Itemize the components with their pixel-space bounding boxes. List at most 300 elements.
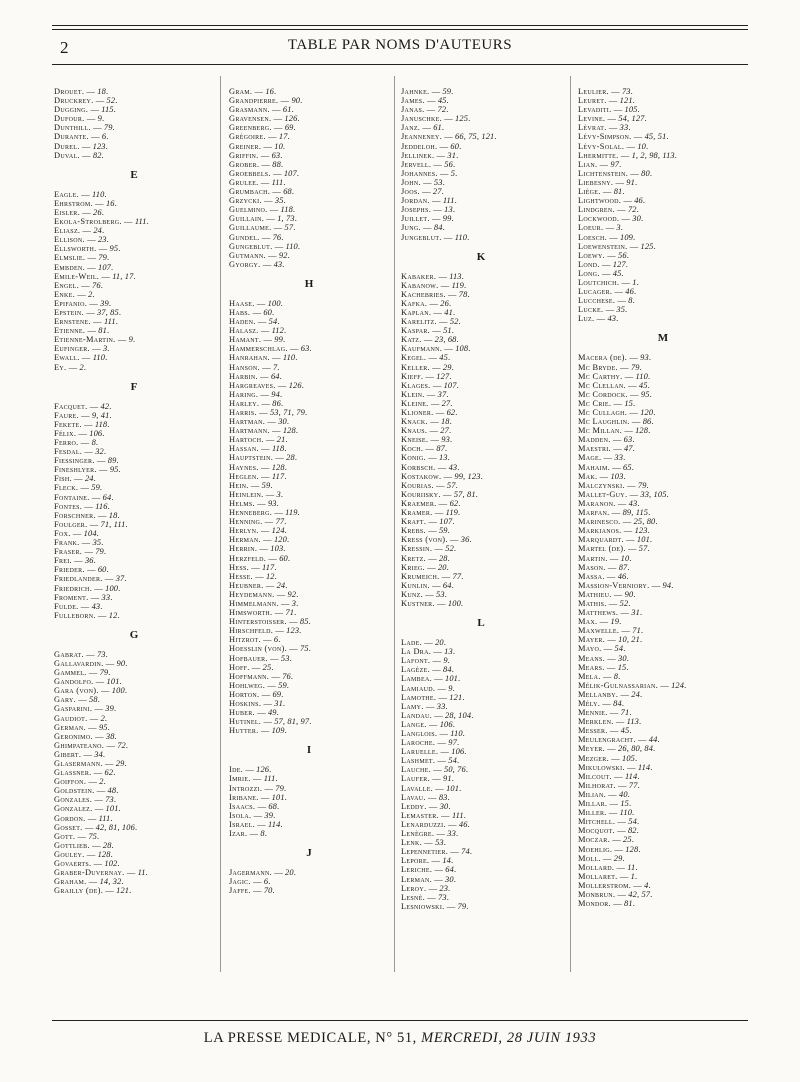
index-entry bbox=[578, 544, 748, 553]
index-entry bbox=[229, 123, 389, 132]
author-name: Kouriisky. bbox=[401, 489, 441, 499]
page-refs: 31 bbox=[274, 699, 283, 708]
author-name: Mollaret. bbox=[578, 871, 618, 881]
entry-period: . bbox=[118, 465, 121, 475]
page-refs: 79 bbox=[275, 783, 284, 793]
entry-dash: — bbox=[95, 510, 109, 520]
index-entry bbox=[229, 535, 389, 544]
entry-dash: — bbox=[601, 453, 615, 463]
author-name: Mc Clellan. bbox=[578, 380, 626, 390]
author-name: Lepennetier. bbox=[401, 847, 449, 857]
index-entry bbox=[54, 272, 214, 281]
index-entry bbox=[578, 223, 748, 232]
index-entry bbox=[578, 296, 748, 305]
author-name: Marquardt. bbox=[578, 535, 624, 545]
entry-period: . bbox=[452, 719, 455, 729]
entry-period: . bbox=[107, 722, 110, 732]
index-column-4 bbox=[578, 87, 748, 908]
author-name: Lesniowski. bbox=[401, 901, 445, 911]
index-entry bbox=[401, 132, 561, 141]
index-entry bbox=[401, 572, 561, 581]
author-name: Hammerschlag. bbox=[229, 344, 288, 354]
index-entry bbox=[578, 872, 748, 881]
author-name: Moehlig. bbox=[578, 844, 613, 854]
entry-period: . bbox=[441, 123, 445, 133]
index-entry bbox=[54, 602, 214, 611]
index-entry bbox=[578, 417, 748, 426]
index-entry bbox=[229, 105, 389, 114]
page-refs: 76 bbox=[92, 280, 101, 290]
entry-period: . bbox=[461, 271, 464, 281]
page-refs: 53, 71, 79 bbox=[269, 408, 305, 417]
index-entry bbox=[54, 650, 214, 659]
index-entry bbox=[54, 677, 214, 686]
entry-period: . bbox=[452, 683, 455, 693]
page-refs: 110 bbox=[454, 232, 468, 242]
index-entry bbox=[578, 799, 748, 808]
author-name: Ellison. bbox=[54, 235, 85, 245]
index-entry bbox=[54, 253, 214, 262]
entry-period: . bbox=[296, 168, 300, 178]
page-refs: 16 bbox=[265, 87, 275, 96]
entry-dash: — bbox=[96, 244, 110, 254]
entry-period: . bbox=[467, 289, 470, 299]
entry-dash: — bbox=[605, 562, 619, 572]
entry-dash: — bbox=[599, 259, 613, 269]
page-refs: 107 bbox=[443, 380, 457, 390]
page-refs: 71 bbox=[285, 608, 295, 618]
page-refs: 66, 75, 121 bbox=[455, 132, 495, 142]
index-entry bbox=[229, 802, 389, 811]
author-name: Geronimo. bbox=[54, 731, 93, 741]
author-name: Drouet. bbox=[54, 87, 85, 96]
entry-dash: — bbox=[250, 307, 264, 317]
page-refs: 9 bbox=[443, 656, 448, 666]
index-entry bbox=[54, 402, 214, 411]
entry-dash: — bbox=[597, 617, 611, 627]
author-name: James. bbox=[401, 96, 425, 106]
author-name: Loutchich. bbox=[578, 277, 620, 287]
page-refs: 24 bbox=[631, 689, 640, 699]
author-name: Milhorat. bbox=[578, 780, 616, 790]
page-refs: 65 bbox=[623, 462, 632, 472]
entry-dash: — bbox=[263, 489, 277, 499]
page-refs: 9, 41 bbox=[91, 410, 110, 420]
page-refs: 27 bbox=[441, 398, 451, 408]
entry-dash: — bbox=[604, 571, 618, 581]
author-name: Guillain. bbox=[229, 214, 265, 224]
index-entry bbox=[229, 205, 389, 214]
index-entry bbox=[229, 233, 389, 242]
entry-dash: — bbox=[605, 789, 619, 799]
page-refs: 7 bbox=[272, 362, 278, 372]
page-refs: 95 bbox=[109, 465, 119, 475]
entry-dash: — bbox=[259, 398, 273, 408]
entry-dash: — bbox=[267, 653, 281, 663]
entry-period: . bbox=[448, 883, 451, 893]
page-refs: 1, 73 bbox=[277, 214, 295, 224]
entry-dash: — bbox=[615, 780, 629, 790]
index-entry bbox=[578, 499, 748, 508]
entry-dash: — bbox=[606, 123, 620, 133]
entry-period: . bbox=[456, 150, 459, 160]
page-refs: 103 bbox=[610, 471, 624, 481]
entry-period: . bbox=[273, 810, 276, 820]
author-name: Janas. bbox=[401, 105, 425, 115]
section-letter: L bbox=[477, 617, 485, 630]
entry-dash: — bbox=[597, 471, 611, 481]
entry-dash: — bbox=[98, 686, 112, 696]
page-refs: 62 bbox=[104, 768, 114, 778]
author-name: Gouley. bbox=[54, 849, 85, 859]
author-name: Kretz. bbox=[401, 553, 426, 563]
author-name: Jellinek. bbox=[401, 150, 435, 160]
entry-dash: — bbox=[258, 389, 272, 399]
entry-period: . bbox=[456, 756, 460, 766]
entry-dash: — bbox=[82, 501, 96, 511]
index-entry bbox=[54, 190, 214, 199]
page-refs: 18 bbox=[440, 417, 450, 427]
index-entry bbox=[54, 456, 214, 465]
entry-dash: — bbox=[442, 132, 456, 142]
page-refs: 82 bbox=[627, 826, 637, 836]
entry-dash: — bbox=[601, 644, 615, 654]
author-name: Levine. bbox=[578, 114, 606, 124]
page-refs: 103 bbox=[270, 544, 284, 554]
index-entry bbox=[401, 233, 561, 242]
index-entry bbox=[54, 574, 214, 583]
entry-dash: — bbox=[436, 271, 450, 281]
page-refs: 59 bbox=[438, 526, 448, 536]
entry-dash: — bbox=[258, 792, 272, 802]
entry-dash: — bbox=[86, 668, 100, 678]
author-name: Hitzrot. bbox=[229, 635, 261, 645]
page-refs: 54 bbox=[628, 817, 637, 827]
author-name: Levaditi. bbox=[578, 105, 612, 115]
index-entry bbox=[401, 463, 561, 472]
page-refs: 124 bbox=[271, 526, 285, 536]
index-entry bbox=[229, 435, 389, 444]
page-refs: 56 bbox=[618, 250, 627, 260]
page-refs: 23 bbox=[439, 883, 449, 893]
entry-period: . bbox=[117, 510, 120, 520]
index-entry bbox=[401, 372, 561, 381]
index-entry bbox=[578, 790, 748, 799]
index-column-2 bbox=[229, 87, 389, 895]
index-entry bbox=[54, 529, 214, 538]
entry-dash: — bbox=[265, 680, 279, 690]
entry-dash: — bbox=[433, 408, 447, 417]
page-refs: 100 bbox=[105, 583, 119, 593]
index-entry bbox=[401, 435, 561, 444]
entry-period: . bbox=[110, 592, 113, 602]
entry-dash: — bbox=[433, 480, 447, 490]
entry-period: . bbox=[105, 141, 108, 151]
author-name: Hartoch. bbox=[229, 435, 264, 445]
index-entry bbox=[229, 178, 389, 187]
author-name: Mage. bbox=[578, 453, 602, 463]
author-name: Mennie. bbox=[578, 708, 608, 718]
page-refs: 95 bbox=[109, 244, 119, 254]
entry-dash: — bbox=[78, 438, 92, 447]
author-name: Mc Millan. bbox=[578, 426, 623, 436]
page-refs: 44 bbox=[648, 735, 658, 745]
page-refs: 43 bbox=[91, 601, 101, 611]
index-entry bbox=[578, 205, 748, 214]
entry-dash: — bbox=[603, 305, 617, 315]
index-entry bbox=[54, 465, 214, 474]
author-name: Maranon. bbox=[578, 498, 616, 508]
index-entry bbox=[54, 308, 214, 317]
page-refs: 107 bbox=[283, 168, 297, 178]
page-refs: 33 bbox=[436, 701, 446, 711]
entry-period: . bbox=[646, 141, 649, 151]
page-refs: 57, 81, 97 bbox=[274, 717, 310, 727]
index-entry bbox=[401, 196, 561, 205]
entry-dash: — bbox=[83, 307, 97, 317]
index-entry bbox=[401, 581, 561, 590]
entry-dash: — bbox=[620, 517, 634, 527]
index-entry bbox=[401, 865, 561, 874]
page-refs: 71 bbox=[620, 708, 630, 718]
entry-period: . bbox=[278, 635, 281, 645]
index-entry bbox=[401, 123, 561, 132]
page-refs: 20 bbox=[437, 562, 447, 572]
page-refs: 105 bbox=[622, 753, 636, 763]
entry-period: . bbox=[636, 205, 639, 215]
entry-dash: — bbox=[445, 819, 459, 829]
entry-period: . bbox=[684, 680, 687, 690]
index-entry bbox=[578, 305, 748, 314]
entry-period: . bbox=[459, 141, 462, 151]
index-entry bbox=[54, 226, 214, 235]
entry-period: . bbox=[101, 538, 104, 548]
entry-dash: — bbox=[442, 344, 456, 354]
entry-dash: — bbox=[426, 353, 440, 363]
index-entry bbox=[54, 786, 214, 795]
index-entry bbox=[229, 317, 389, 326]
author-name: Martel (de). bbox=[578, 544, 626, 554]
entry-period: . bbox=[451, 362, 454, 372]
index-entry bbox=[229, 308, 389, 317]
entry-period: . bbox=[628, 598, 631, 608]
entry-dash: — bbox=[430, 380, 444, 390]
entry-dash: — bbox=[432, 865, 446, 875]
entry-dash: — bbox=[606, 96, 620, 106]
index-entry bbox=[401, 490, 561, 499]
author-name: Elmslie. bbox=[54, 253, 86, 263]
author-name: Huber. bbox=[229, 708, 255, 718]
index-entry bbox=[401, 299, 561, 308]
index-entry bbox=[229, 681, 389, 690]
entry-dash: — bbox=[82, 822, 96, 832]
page-refs: 118 bbox=[271, 444, 285, 454]
entry-dash: — bbox=[624, 141, 638, 151]
entry-dash: — bbox=[613, 177, 627, 187]
entry-period: . bbox=[621, 699, 625, 708]
page-refs: 101 bbox=[445, 674, 459, 684]
page-refs: 101 bbox=[636, 535, 650, 545]
author-name: Izar. bbox=[229, 829, 248, 839]
section-letter: E bbox=[130, 168, 138, 181]
entry-period: . bbox=[453, 544, 457, 554]
index-entry bbox=[401, 408, 561, 417]
author-name: Heubner. bbox=[229, 580, 264, 590]
entry-period: . bbox=[653, 241, 656, 251]
entry-dash: — bbox=[607, 708, 621, 718]
page-refs: 10 bbox=[274, 141, 283, 151]
footer-date: MERCREDI, 28 JUIN 1933 bbox=[421, 1030, 597, 1046]
author-name: Marfan. bbox=[578, 508, 610, 518]
index-entry bbox=[578, 399, 748, 408]
page-refs: 32 bbox=[95, 447, 104, 457]
index-entry bbox=[54, 447, 214, 456]
page-refs: 77 bbox=[275, 517, 285, 527]
author-name: Mayo. bbox=[578, 644, 602, 654]
index-entry bbox=[401, 353, 561, 362]
index-entry bbox=[578, 808, 748, 817]
author-name: Duval. bbox=[54, 150, 80, 160]
entry-dash: — bbox=[609, 462, 623, 472]
entry-period: . bbox=[274, 87, 277, 96]
author-name: Jahnke. bbox=[401, 87, 430, 96]
page-refs: 59 bbox=[442, 87, 452, 96]
page-refs: 106 bbox=[451, 747, 465, 757]
entry-dash: — bbox=[84, 849, 98, 859]
author-name: Jordan. bbox=[401, 196, 430, 206]
entry-dash: — bbox=[606, 598, 620, 608]
entry-dash: — bbox=[426, 883, 440, 893]
entry-period: . bbox=[289, 653, 292, 663]
index-entry bbox=[229, 214, 389, 223]
index-entry bbox=[229, 353, 389, 362]
index-entry bbox=[401, 756, 561, 765]
author-name: Hirschfeld. bbox=[229, 626, 274, 636]
page-refs: 84 bbox=[443, 665, 452, 675]
index-entry bbox=[401, 784, 561, 793]
entry-period: . bbox=[280, 159, 284, 169]
entry-dash: — bbox=[421, 335, 435, 345]
page-refs: 26 bbox=[93, 207, 102, 217]
author-name: Isola. bbox=[229, 810, 252, 820]
author-name: Fulleborn. bbox=[54, 610, 96, 620]
author-name: Gary. bbox=[54, 695, 76, 705]
entry-dash: — bbox=[270, 187, 284, 197]
page-refs: 88 bbox=[272, 159, 281, 169]
page-refs: 45 bbox=[437, 96, 447, 106]
index-entry bbox=[401, 856, 561, 865]
author-name: Lambea. bbox=[401, 674, 432, 684]
author-name: Fineshlyer. bbox=[54, 465, 97, 475]
index-entry bbox=[578, 772, 748, 781]
entry-period: . bbox=[648, 880, 651, 890]
index-entry bbox=[578, 717, 748, 726]
page-refs: 6 bbox=[263, 877, 269, 887]
index-entry bbox=[229, 581, 389, 590]
entry-period: . bbox=[287, 250, 290, 260]
entry-period: . bbox=[277, 362, 280, 372]
author-name: Klein. bbox=[401, 389, 425, 399]
author-name: Grégoire. bbox=[229, 132, 266, 142]
index-entry bbox=[229, 363, 389, 372]
index-entry bbox=[229, 453, 389, 462]
entry-dash: — bbox=[255, 819, 269, 829]
author-name: Frei. bbox=[54, 556, 72, 566]
entry-period: . bbox=[146, 217, 149, 227]
entry-period: . bbox=[671, 580, 674, 590]
author-name: Mitchell. bbox=[578, 817, 616, 827]
author-name: Lenarduzzi. bbox=[401, 819, 446, 829]
author-name: Krebs. bbox=[401, 526, 426, 536]
author-name: Gandolfo. bbox=[54, 677, 94, 687]
index-entry bbox=[578, 390, 748, 399]
author-name: Hutter. bbox=[229, 726, 259, 736]
page-refs: 10 bbox=[637, 141, 646, 151]
entry-dash: — bbox=[79, 353, 93, 363]
entry-dash: — bbox=[84, 565, 98, 575]
index-entry bbox=[578, 132, 748, 141]
entry-period: . bbox=[635, 753, 638, 763]
entry-dash: — bbox=[93, 96, 107, 106]
index-entry bbox=[578, 690, 748, 699]
page-refs: 81 bbox=[624, 899, 633, 909]
index-entry bbox=[578, 845, 748, 854]
index-entry bbox=[578, 242, 748, 251]
index-entry bbox=[401, 711, 561, 720]
entry-period: . bbox=[666, 132, 669, 142]
page-refs: 83 bbox=[438, 792, 448, 802]
index-entry bbox=[578, 590, 748, 599]
entry-dash: — bbox=[594, 314, 608, 324]
index-entry bbox=[54, 438, 214, 447]
entry-dash: — bbox=[423, 371, 437, 381]
index-entry bbox=[401, 747, 561, 756]
page-refs: 31 bbox=[447, 150, 457, 160]
page-refs: 71, 111 bbox=[100, 519, 126, 529]
entry-dash: — bbox=[278, 598, 292, 608]
entry-period: . bbox=[629, 726, 632, 736]
page-refs: 110 bbox=[619, 808, 633, 818]
page-refs: 64 bbox=[445, 865, 454, 875]
author-name: Fleck. bbox=[54, 483, 79, 493]
author-name: Lhermitte. bbox=[578, 150, 619, 160]
entry-period: . bbox=[616, 314, 619, 324]
page-refs: 72 bbox=[117, 740, 126, 750]
entry-period: . bbox=[637, 498, 640, 508]
entry-period: . bbox=[628, 123, 631, 133]
index-entry bbox=[578, 817, 748, 826]
entry-dash: — bbox=[438, 747, 452, 757]
page-refs: 73 bbox=[105, 795, 114, 805]
page-refs: 123 bbox=[634, 526, 648, 536]
index-entry bbox=[401, 105, 561, 114]
index-entry bbox=[54, 804, 214, 813]
entry-dash: — bbox=[80, 226, 94, 236]
author-name: Heinlein. bbox=[229, 489, 264, 499]
index-entry bbox=[578, 899, 748, 908]
entry-dash: — bbox=[94, 786, 108, 796]
author-name: Fulde. bbox=[54, 601, 79, 611]
entry-period: . bbox=[630, 87, 633, 96]
author-name: Epifanio. bbox=[54, 298, 88, 308]
entry-dash: — bbox=[258, 150, 272, 160]
entry-period: . bbox=[285, 580, 288, 590]
page-refs: 1 bbox=[632, 277, 637, 287]
author-name: Krumeich. bbox=[401, 571, 440, 581]
author-name: Kneise. bbox=[401, 435, 429, 445]
page-refs: 12 bbox=[265, 571, 275, 581]
entry-period: . bbox=[308, 617, 311, 627]
